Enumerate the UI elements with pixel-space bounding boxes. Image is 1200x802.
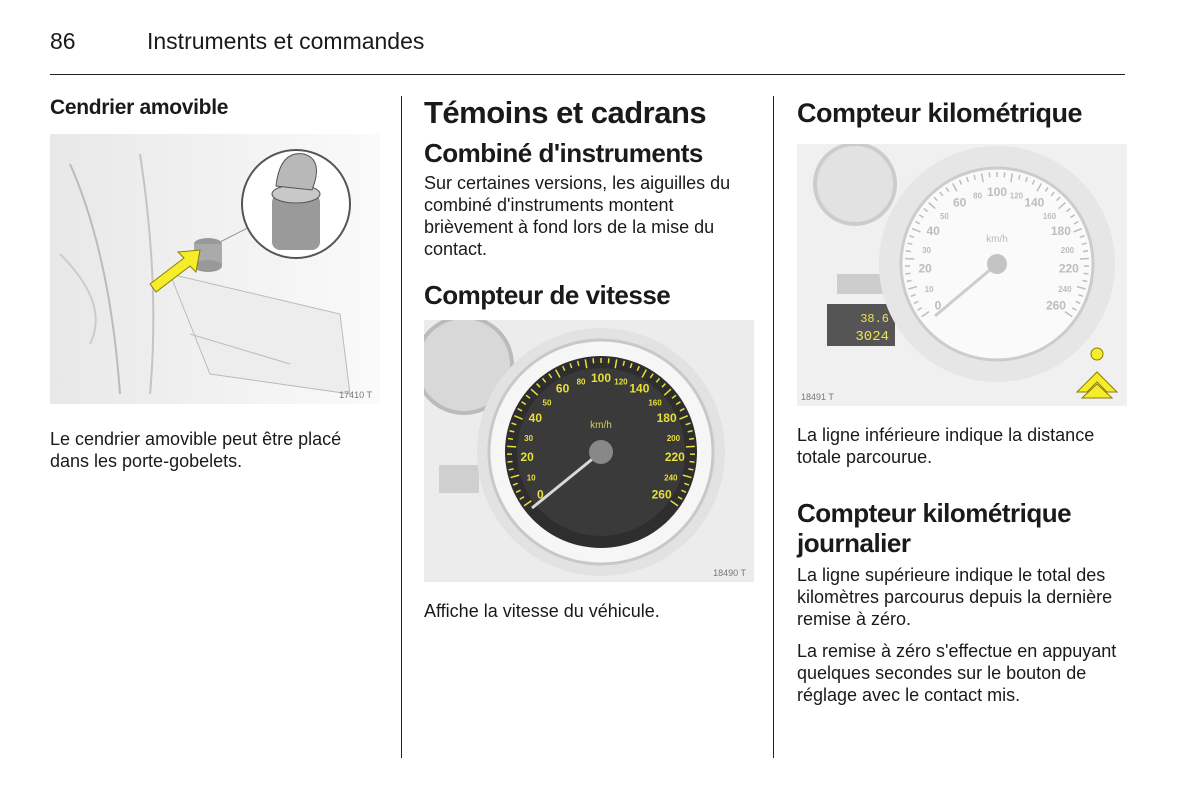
figure-code: 18490 T [713,568,746,578]
gauge-label: 120 [614,377,628,387]
gauge-label: 200 [666,433,681,443]
gauge-tick [686,446,695,447]
gauge-tick [1080,258,1089,259]
gauge-label: 100 [986,185,1008,199]
gauge-label: 0 [934,298,942,313]
speedo-unit: km/h [590,420,612,431]
subheading-trip-odometer: Compteur kilométrique journalier [797,498,1072,558]
figure-code: 17410 T [339,390,372,400]
gauge-tick [906,273,911,274]
gauge-tick [907,281,912,282]
gauge-tick [1083,251,1088,252]
gauge-label: 140 [1024,195,1045,210]
gauge-label: 10 [526,473,536,483]
gauge-label: 220 [1058,261,1079,276]
column-odometer [797,96,1127,706]
ashtray-text: Le cendrier amovible peut être placé dans les porte-gobelets. [50,429,342,471]
gauge-label: 160 [1042,211,1057,221]
gauge-label: 120 [1009,191,1024,201]
gauge-label: 50 [542,398,552,408]
gauge-label: 0 [537,487,544,502]
page-header [50,26,1125,75]
gauge-label: 40 [528,410,543,425]
speedometer-text: Affiche la vitesse du véhicule. [424,601,660,621]
gauge-tick [1082,281,1087,282]
section-heading-odometer: Compteur kilométrique [797,98,1083,128]
gauge-tick [507,446,516,447]
gauge-label: 40 [926,223,940,238]
gauge-label: 200 [1060,246,1075,256]
gauge-label: 180 [1050,223,1071,238]
subheading-cluster: Combiné d'instruments [424,138,703,168]
subheading-speedometer: Compteur de vitesse [424,280,671,310]
figure-code: 18491 T [801,392,834,402]
trip-text-1: La ligne supérieure indique le total des kilomètres parcourus depuis la dernière remise à zéro. [797,565,1113,629]
gauge-label: 50 [939,211,949,221]
cluster-text: Sur certaines versions, les aiguilles du combiné d'instruments montent brièvement à fond lors de la mise du contact. [424,173,731,259]
column-gauges [424,96,754,622]
gauge-label: 240 [1058,284,1072,294]
gauge-label: 10 [924,284,934,294]
column-divider [773,96,774,758]
gauge-label: 160 [648,398,662,408]
section-heading-gauges: Témoins et cadrans [424,95,707,130]
gauge-label: 260 [1045,298,1066,313]
gauge-tick [1083,273,1088,274]
gauge-label: 30 [922,246,931,256]
gauge-label: 220 [664,449,685,464]
gauge-label: 20 [918,261,932,276]
gauge-label: 30 [524,433,534,443]
gauge-label: 60 [952,195,967,210]
gauge-label: 100 [590,371,612,385]
gauge-label: 80 [973,191,983,201]
gauge-tick [508,462,513,463]
page-number: 86 [50,28,76,54]
odo-unit: km/h [986,234,1008,245]
section-heading-ashtray: Cendrier amovible [50,96,229,119]
column-divider [401,96,402,758]
ashtray-illustration [50,134,380,404]
gauge-tick [905,258,914,259]
gauge-tick [688,469,693,470]
gauge-label: 140 [629,381,650,396]
gauge-tick [689,462,694,463]
trip-display: 38.6 [860,312,889,326]
trip-text-2: La remise à zéro s'effectue en appuyant quelques secondes sur le bouton de réglage avec le contact mis. [797,641,1117,705]
gauge-label: 180 [656,410,677,425]
odometer-illustration [797,144,1127,406]
gauge-tick [509,469,514,470]
gauge-label: 260 [651,487,672,502]
speedometer-illustration [424,320,754,582]
gauge-label: 20 [520,449,534,464]
column-ashtray [50,96,380,472]
total-display: 3024 [855,329,889,345]
gauge-tick [689,438,694,439]
page-title: Instruments et commandes [147,28,425,54]
gauge-tick [906,251,911,252]
gauge-label: 240 [664,473,678,483]
gauge-tick [508,438,513,439]
gauge-label: 60 [555,381,570,396]
odometer-text: La ligne inférieure indique la distance totale parcourue. [797,425,1095,467]
gauge-label: 80 [576,377,586,387]
